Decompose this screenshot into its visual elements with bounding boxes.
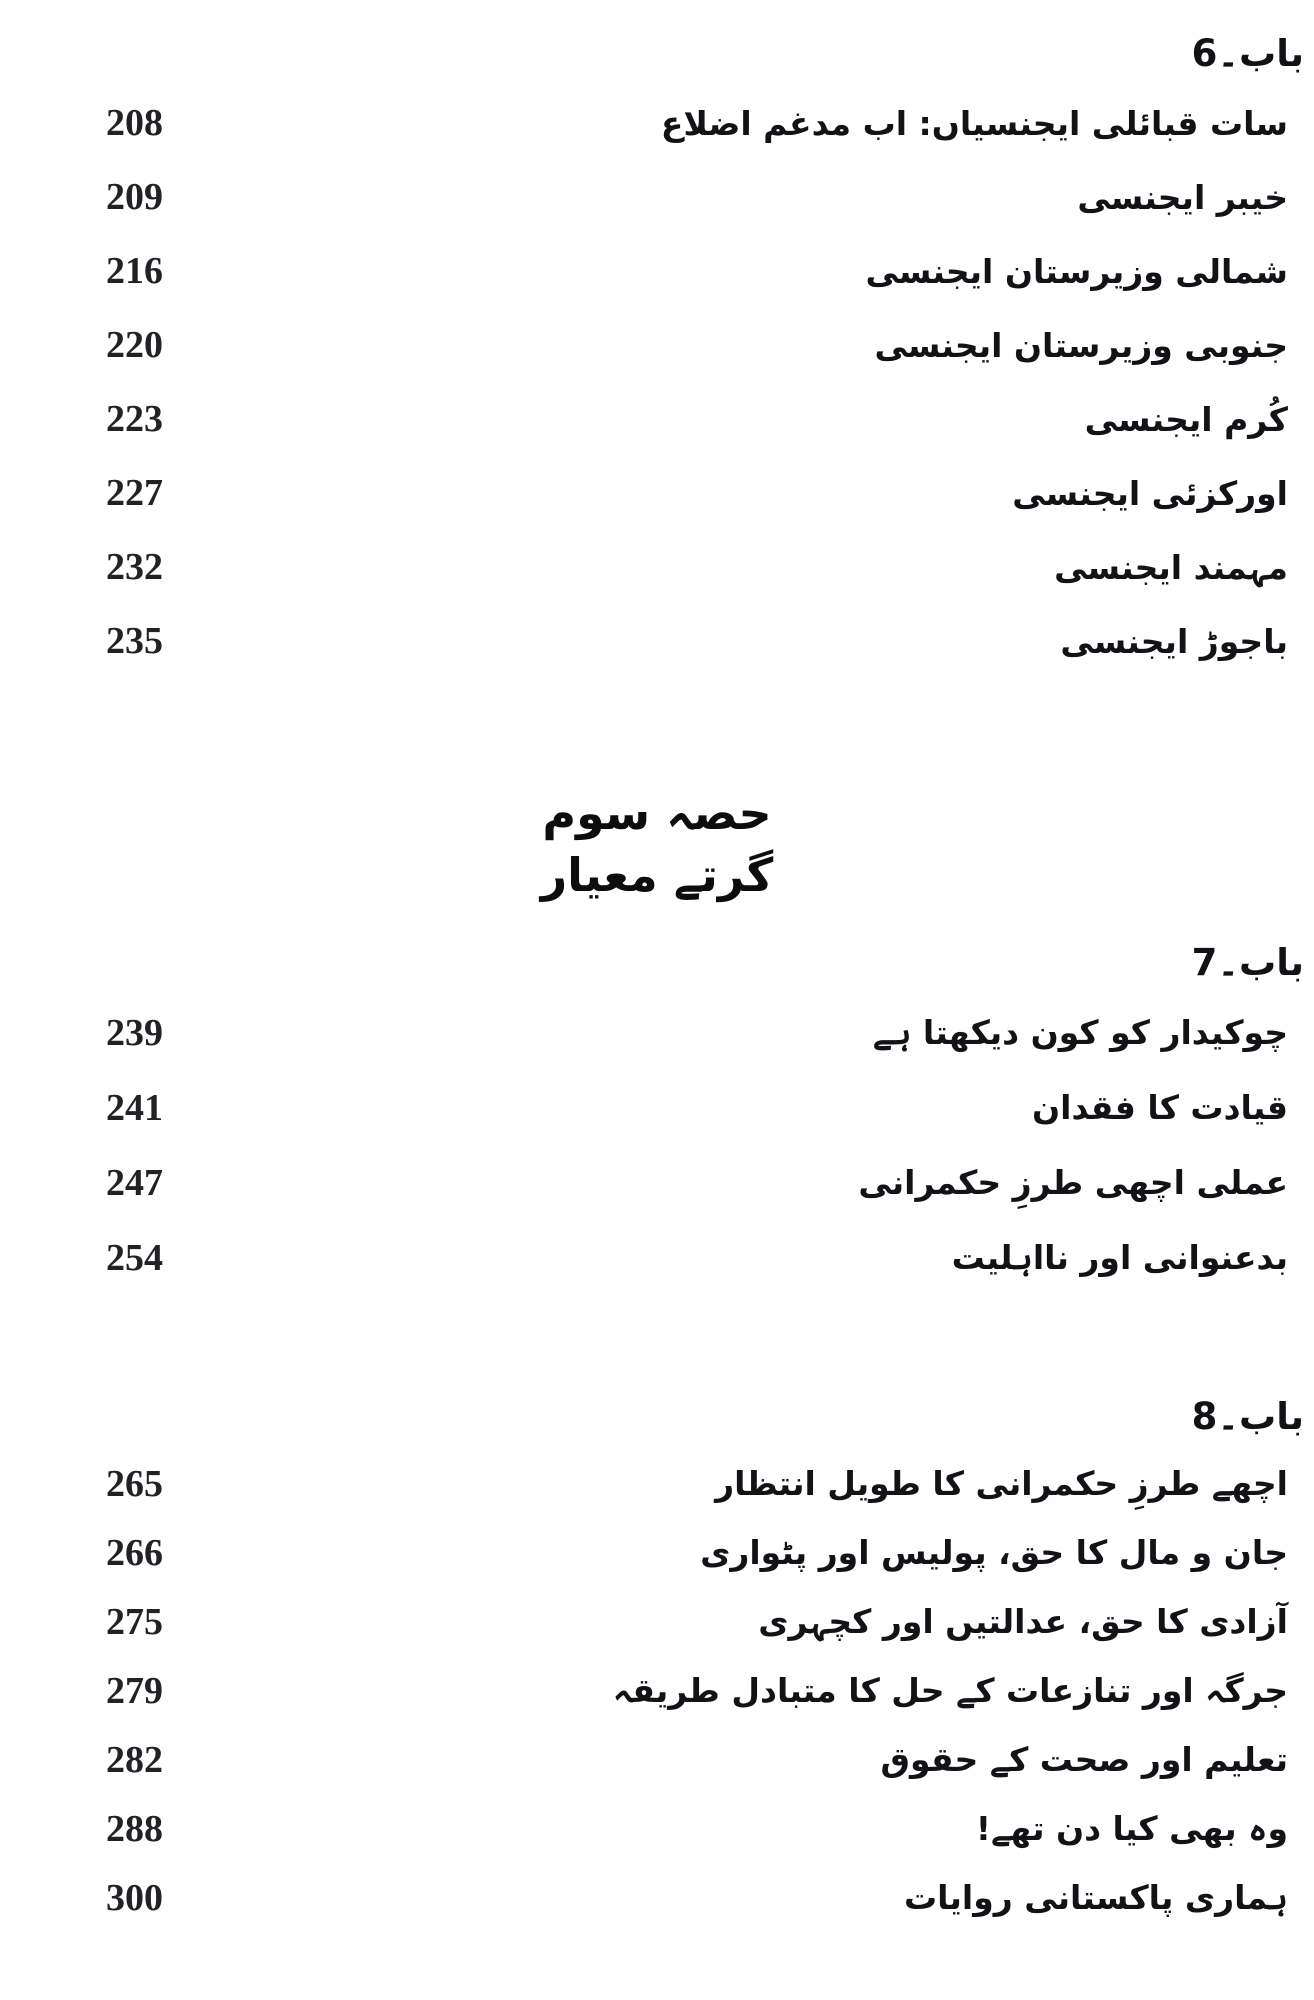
toc-entry (0, 1518, 1314, 1587)
page-number: 266 (106, 1531, 163, 1574)
chapter-8-section (0, 1385, 1314, 1932)
entry-title: کُرم ایجنسی (1084, 399, 1288, 439)
page-number: 239 (106, 1011, 163, 1054)
page-number: 247 (106, 1161, 163, 1204)
page-number: 216 (106, 250, 163, 292)
chapter-6-heading: باب۔6 (1191, 32, 1304, 75)
page-number: 227 (106, 472, 163, 514)
entry-title: اورکزئی ایجنسی (1012, 473, 1288, 513)
page-number: 254 (106, 1236, 163, 1279)
part-three-heading (0, 760, 1314, 906)
part-subtitle: گرتے معیار (540, 848, 774, 902)
page-number: 282 (106, 1738, 163, 1781)
chapter-6-entries (0, 86, 1314, 678)
entry-title: چوکیدار کو کون دیکھتا ہے (872, 1013, 1288, 1052)
page-number: 300 (106, 1876, 163, 1919)
page-number: 235 (106, 620, 163, 662)
toc-entry (0, 382, 1314, 456)
toc-entry (0, 1725, 1314, 1794)
chapter-6-section (0, 22, 1314, 678)
toc-entry (0, 530, 1314, 604)
page-number: 265 (106, 1462, 163, 1505)
entry-title: جان و مال کا حق، پولیس اور پٹواری (700, 1533, 1288, 1572)
chapter-7-entries (0, 995, 1314, 1295)
toc-entry (0, 308, 1314, 382)
entry-title: خیبر ایجنسی (1077, 177, 1288, 217)
page-number: 208 (106, 102, 163, 144)
entry-title: قیادت کا فقدان (1031, 1088, 1288, 1127)
page-number: 288 (106, 1807, 163, 1850)
entry-title: باجوڑ ایجنسی (1060, 621, 1288, 661)
page-number: 279 (106, 1669, 163, 1712)
entry-title: ہماری پاکستانی روایات (903, 1878, 1288, 1917)
toc-entry (0, 1070, 1314, 1145)
entry-title: جرگہ اور تنازعات کے حل کا متبادل طریقہ (612, 1671, 1288, 1710)
toc-entry (0, 1863, 1314, 1932)
page-number: 223 (106, 398, 163, 440)
entry-title: عملی اچھی طرزِ حکمرانی (858, 1163, 1288, 1202)
toc-entry (0, 1449, 1314, 1518)
toc-entry (0, 234, 1314, 308)
toc-entry (0, 1794, 1314, 1863)
entry-title: آزادی کا حق، عدالتیں اور کچہری (758, 1602, 1288, 1641)
toc-entry (0, 604, 1314, 678)
toc-entry (0, 1145, 1314, 1220)
entry-title: وہ بھی کیا دن تھے! (975, 1809, 1288, 1848)
chapter-8-heading: باب۔8 (1191, 1395, 1304, 1438)
part-title: حصہ سوم (542, 786, 772, 840)
entry-title: بدعنوانی اور نااہلیت (951, 1238, 1288, 1277)
toc-entry (0, 1656, 1314, 1725)
entry-title: اچھے طرزِ حکمرانی کا طویل انتظار (715, 1464, 1288, 1503)
entry-title: سات قبائلی ایجنسیاں: اب مدغم اضلاع (660, 103, 1288, 143)
chapter-8-entries (0, 1449, 1314, 1932)
toc-entry (0, 160, 1314, 234)
toc-entry (0, 456, 1314, 530)
page-number: 232 (106, 546, 163, 588)
page-number: 209 (106, 176, 163, 218)
toc-entry (0, 1587, 1314, 1656)
entry-title: تعلیم اور صحت کے حقوق (880, 1740, 1288, 1779)
toc-entry (0, 995, 1314, 1070)
page-number: 275 (106, 1600, 163, 1643)
page-number: 220 (106, 324, 163, 366)
chapter-7-section (0, 931, 1314, 1295)
entry-title: جنوبی وزیرستان ایجنسی (874, 325, 1288, 365)
entry-title: مہمند ایجنسی (1054, 547, 1288, 587)
page-number: 241 (106, 1086, 163, 1129)
entry-title: شمالی وزیرستان ایجنسی (865, 251, 1288, 291)
chapter-7-heading: باب۔7 (1191, 941, 1304, 984)
toc-entry (0, 1220, 1314, 1295)
toc-entry (0, 86, 1314, 160)
